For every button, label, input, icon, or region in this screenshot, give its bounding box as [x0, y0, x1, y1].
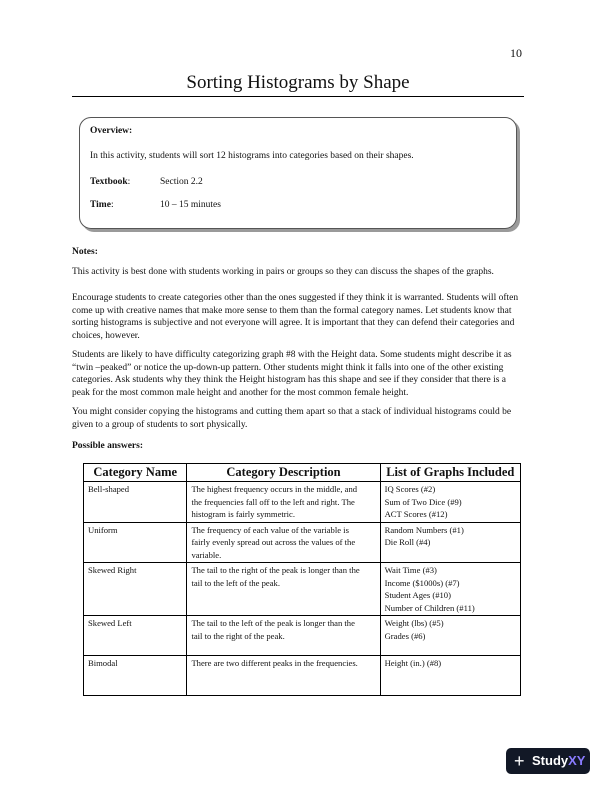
graph-item: Grades (#6) [384, 630, 426, 641]
time-label: Time [90, 200, 111, 210]
overview-heading: Overview: [90, 126, 133, 136]
notes-paragraph-2 [72, 292, 526, 342]
page-title: Sorting Histograms by Shape [186, 72, 410, 93]
notes-p2-text: Encourage students to create categories other than the ones suggested if they think it is warranted. Students will often come up with creative names that make more sense to them than the formal category names. Let students know that sorting histograms is subjective and not everyone will agree. It is important that they can defend their categories and choices, however. [72, 293, 519, 341]
header-graphs-included: List of Graphs Included [380, 464, 520, 482]
brand-main: Study [532, 753, 569, 768]
time-colon: : [110, 200, 114, 210]
possible-answers-heading: Possible answers: [72, 441, 143, 451]
notes-paragraph-4 [72, 406, 526, 431]
table-row [84, 616, 521, 656]
graph-item: Student Ages (#10) [384, 590, 451, 600]
header-category-name: Category Name [84, 464, 187, 482]
graphs-included [380, 616, 520, 656]
plus-icon: + [514, 751, 525, 771]
description-line: tail to the left of the peak. [191, 577, 280, 588]
description-line: The frequency of each value of the variable is [191, 524, 349, 535]
table-row [84, 522, 521, 563]
textbook-label: Textbook [90, 177, 128, 187]
description-line: The tail to the right of the peak is longer than the [191, 565, 360, 575]
graph-item: Number of Children (#11) [384, 602, 475, 613]
answers-table [83, 463, 521, 696]
graph-item: ACT Scores (#12) [384, 509, 448, 519]
overview-text: In this activity, students will sort 12 histograms into categories based on their shapes. [90, 151, 414, 161]
category-description [187, 656, 380, 696]
graph-item: IQ Scores (#2) [384, 484, 436, 494]
description-line: variable. [191, 549, 222, 560]
textbook-colon: : [127, 177, 131, 187]
table-row [84, 563, 521, 616]
title-underline [72, 96, 524, 97]
description-line: There are two different peaks in the frequencies. [191, 658, 358, 668]
overview-box [79, 117, 517, 229]
category-description [187, 522, 380, 563]
category-name: Skewed Right [84, 563, 187, 616]
graph-item: Random Numbers (#1) [384, 524, 464, 535]
notes-paragraph-3 [72, 349, 526, 399]
category-description [187, 616, 380, 656]
category-name: Bimodal [84, 656, 187, 696]
page-number: 10 [510, 46, 522, 60]
table-row [84, 482, 521, 523]
table-header-row [84, 464, 521, 482]
notes-paragraph-1 [72, 266, 526, 279]
graph-item: Wait Time (#3) [384, 565, 437, 575]
description-line: The tail to the left of the peak is longer than the [191, 618, 355, 628]
notes-p3-text: Students are likely to have difficulty categorizing graph #8 with the Height data. Some students might describe it as “twin –peaked” or notice the up-down-up pattern. Other students might think it falls into one of the other existing categories. Ask students why they think the Height histogram has this shape and see if they consider that there is a peak for the most common male height and another for the most common female height. [72, 350, 512, 398]
header-category-description: Category Description [187, 464, 380, 482]
graphs-included [380, 656, 520, 696]
graphs-included [380, 482, 520, 523]
category-name: Bell-shaped [84, 482, 187, 523]
graphs-included [380, 563, 520, 616]
studyxy-badge[interactable] [506, 748, 590, 774]
notes-heading: Notes: [72, 247, 98, 257]
description-line: the frequencies fall off to the left and right. The [191, 496, 355, 507]
notes-p1-text: This activity is best done with students working in pairs or groups so they can discuss the shapes of the graphs. [72, 267, 494, 277]
category-description [187, 482, 380, 523]
graph-item: Weight (lbs) (#5) [384, 618, 444, 628]
description-line: fairly evenly spread out across the values of the [191, 537, 356, 547]
category-name: Uniform [84, 522, 187, 563]
brand-accent: XY [568, 753, 586, 768]
graph-item: Die Roll (#4) [384, 537, 431, 547]
category-description [187, 563, 380, 616]
graph-item: Income ($1000s) (#7) [384, 577, 460, 588]
textbook-row [90, 177, 203, 187]
textbook-value: Section 2.2 [160, 177, 203, 187]
description-line: The highest frequency occurs in the middle, and [191, 484, 358, 494]
studyxy-logo-text [532, 748, 585, 774]
category-name: Skewed Left [84, 616, 187, 656]
table-row [84, 656, 521, 696]
time-value: 10 – 15 minutes [160, 200, 221, 210]
graph-item: Sum of Two Dice (#9) [384, 496, 462, 507]
notes-p4-text: You might consider copying the histograms and cutting them apart so that a stack of individual histograms could be given to a group of students to sort physically. [72, 407, 512, 430]
time-row [90, 200, 221, 210]
graph-item: Height (in.) (#8) [384, 658, 442, 668]
description-line: histogram is fairly symmetric. [191, 509, 296, 519]
description-line: tail to the right of the peak. [191, 630, 285, 641]
graphs-included [380, 522, 520, 563]
